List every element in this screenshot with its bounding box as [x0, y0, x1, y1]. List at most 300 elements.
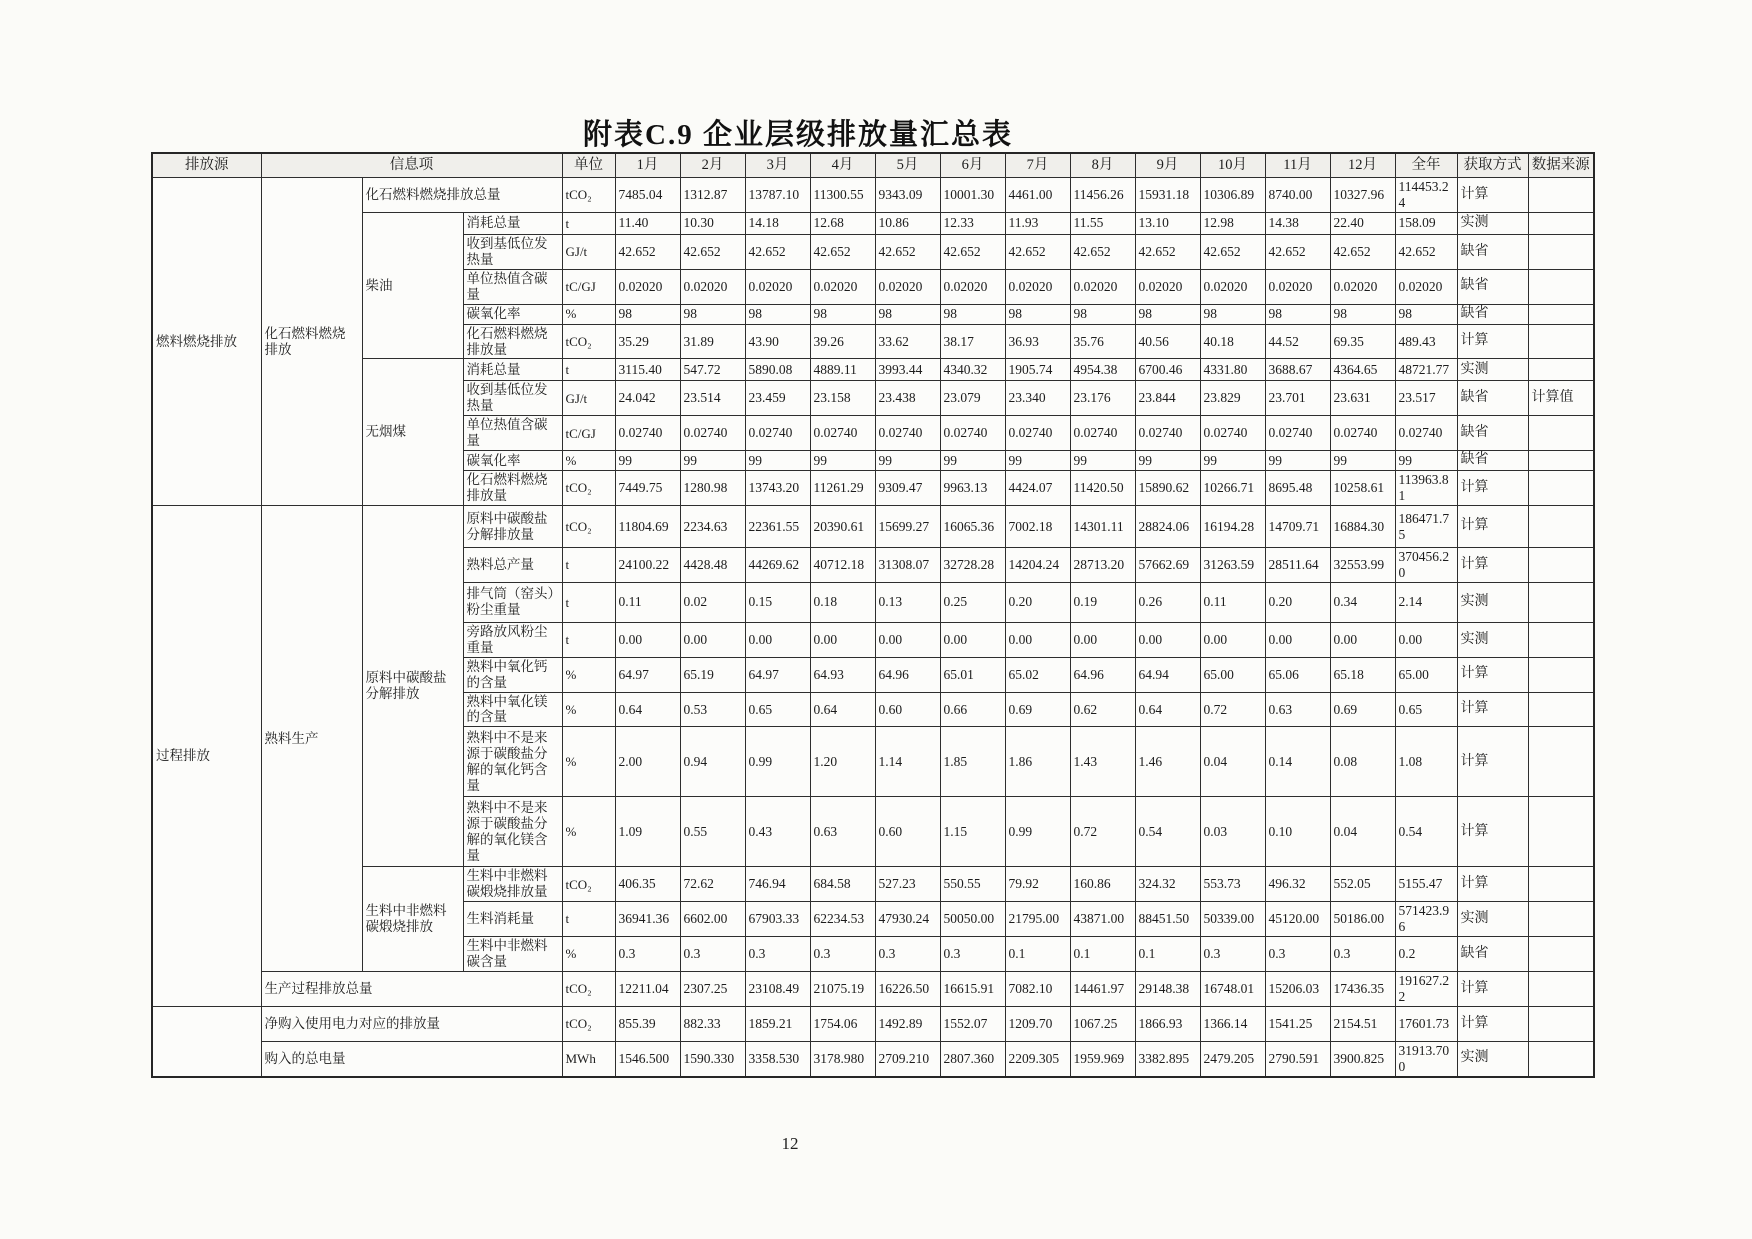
- data-source-cell: [1528, 324, 1594, 359]
- month-value-cell: 0.3: [1265, 937, 1330, 972]
- annual-value-cell: 23.517: [1395, 381, 1457, 416]
- data-source-cell: [1528, 269, 1594, 304]
- month-value-cell: 11420.50: [1070, 471, 1135, 506]
- month-value-cell: 0.08: [1330, 727, 1395, 797]
- month-value-cell: 496.32: [1265, 867, 1330, 902]
- month-value-cell: 1754.06: [810, 1006, 875, 1041]
- table-row: [152, 178, 1594, 213]
- month-value-cell: 64.93: [810, 657, 875, 692]
- table-row: [152, 971, 1594, 1006]
- col-header-month: 3月: [745, 153, 810, 178]
- month-value-cell: 40.56: [1135, 324, 1200, 359]
- month-value-cell: 0.19: [1070, 582, 1135, 622]
- month-value-cell: 10327.96: [1330, 178, 1395, 213]
- method-cell: 缺省: [1457, 381, 1528, 416]
- month-value-cell: 406.35: [615, 867, 680, 902]
- month-value-cell: 0.20: [1005, 582, 1070, 622]
- method-cell: 实测: [1457, 622, 1528, 657]
- month-value-cell: 0.03: [1200, 797, 1265, 867]
- month-value-cell: 0.53: [680, 692, 745, 727]
- data-source-cell: [1528, 937, 1594, 972]
- col-header-month: 4月: [810, 153, 875, 178]
- month-value-cell: 0.02020: [1330, 269, 1395, 304]
- month-value-cell: 31263.59: [1200, 548, 1265, 583]
- month-value-cell: 79.92: [1005, 867, 1070, 902]
- month-value-cell: 15931.18: [1135, 178, 1200, 213]
- month-value-cell: 98: [680, 304, 745, 324]
- unit-cell: %: [562, 797, 615, 867]
- method-cell: 计算: [1457, 657, 1528, 692]
- month-value-cell: 12.98: [1200, 212, 1265, 234]
- month-value-cell: 0.11: [615, 582, 680, 622]
- month-value-cell: 42.652: [940, 234, 1005, 269]
- row-label: 生产过程排放总量: [261, 971, 562, 1006]
- month-value-cell: 855.39: [615, 1006, 680, 1041]
- method-cell: 实测: [1457, 582, 1528, 622]
- group-carbonate-decomposition: 原料中碳酸盐分解排放: [362, 506, 463, 867]
- data-source-cell: [1528, 727, 1594, 797]
- month-value-cell: 50186.00: [1330, 902, 1395, 937]
- month-value-cell: 0.02020: [875, 269, 940, 304]
- annual-value-cell: 0.02740: [1395, 416, 1457, 451]
- month-value-cell: 1590.330: [680, 1041, 745, 1076]
- month-value-cell: 0.02740: [1330, 416, 1395, 451]
- row-label: 单位热值含碳量: [463, 269, 562, 304]
- annual-value-cell: 158.09: [1395, 212, 1457, 234]
- annual-value-cell: 0.65: [1395, 692, 1457, 727]
- month-value-cell: 0.00: [680, 622, 745, 657]
- month-value-cell: 6700.46: [1135, 359, 1200, 381]
- month-value-cell: 24.042: [615, 381, 680, 416]
- annual-value-cell: 186471.75: [1395, 506, 1457, 548]
- month-value-cell: 33.62: [875, 324, 940, 359]
- method-cell: 实测: [1457, 902, 1528, 937]
- month-value-cell: 2234.63: [680, 506, 745, 548]
- month-value-cell: 4340.32: [940, 359, 1005, 381]
- month-value-cell: 0.94: [680, 727, 745, 797]
- month-value-cell: 98: [745, 304, 810, 324]
- month-value-cell: 16226.50: [875, 971, 940, 1006]
- month-value-cell: 14461.97: [1070, 971, 1135, 1006]
- month-value-cell: 23108.49: [745, 971, 810, 1006]
- month-value-cell: 14204.24: [1005, 548, 1070, 583]
- month-value-cell: 0.64: [810, 692, 875, 727]
- month-value-cell: 684.58: [810, 867, 875, 902]
- month-value-cell: 0.1: [1070, 937, 1135, 972]
- month-value-cell: 0.3: [745, 937, 810, 972]
- month-value-cell: 1.86: [1005, 727, 1070, 797]
- month-value-cell: 746.94: [745, 867, 810, 902]
- month-value-cell: 0.99: [1005, 797, 1070, 867]
- annual-value-cell: 0.54: [1395, 797, 1457, 867]
- month-value-cell: 0.66: [940, 692, 1005, 727]
- month-value-cell: 0.3: [875, 937, 940, 972]
- col-header-month: 11月: [1265, 153, 1330, 178]
- month-value-cell: 1905.74: [1005, 359, 1070, 381]
- month-value-cell: 98: [1330, 304, 1395, 324]
- month-value-cell: 4428.48: [680, 548, 745, 583]
- month-value-cell: 23.514: [680, 381, 745, 416]
- month-value-cell: 6602.00: [680, 902, 745, 937]
- month-value-cell: 0.69: [1005, 692, 1070, 727]
- group-anthracite: 无烟煤: [362, 359, 463, 506]
- row-label: 原料中碳酸盐分解排放量: [463, 506, 562, 548]
- month-value-cell: 99: [1005, 451, 1070, 471]
- month-value-cell: 1959.969: [1070, 1041, 1135, 1076]
- month-value-cell: 0.00: [1330, 622, 1395, 657]
- month-value-cell: 35.76: [1070, 324, 1135, 359]
- month-value-cell: 28511.64: [1265, 548, 1330, 583]
- month-value-cell: 0.02740: [810, 416, 875, 451]
- month-value-cell: 44269.62: [745, 548, 810, 583]
- row-label: 化石燃料燃烧排放量: [463, 324, 562, 359]
- month-value-cell: 7449.75: [615, 471, 680, 506]
- month-value-cell: 2307.25: [680, 971, 745, 1006]
- month-value-cell: 69.35: [1330, 324, 1395, 359]
- month-value-cell: 16748.01: [1200, 971, 1265, 1006]
- month-value-cell: 4424.07: [1005, 471, 1070, 506]
- month-value-cell: 0.14: [1265, 727, 1330, 797]
- month-value-cell: 5890.08: [745, 359, 810, 381]
- month-value-cell: 98: [1005, 304, 1070, 324]
- annual-value-cell: 489.43: [1395, 324, 1457, 359]
- data-source-cell: [1528, 451, 1594, 471]
- month-value-cell: 0.3: [940, 937, 1005, 972]
- month-value-cell: 2709.210: [875, 1041, 940, 1076]
- month-value-cell: 2479.205: [1200, 1041, 1265, 1076]
- month-value-cell: 7002.18: [1005, 506, 1070, 548]
- month-value-cell: 1546.500: [615, 1041, 680, 1076]
- data-source-cell: [1528, 867, 1594, 902]
- month-value-cell: 0.34: [1330, 582, 1395, 622]
- month-value-cell: 23.459: [745, 381, 810, 416]
- month-value-cell: 40.18: [1200, 324, 1265, 359]
- month-value-cell: 2790.591: [1265, 1041, 1330, 1076]
- row-label: 净购入使用电力对应的排放量: [261, 1006, 562, 1041]
- month-value-cell: 0.02740: [1265, 416, 1330, 451]
- method-cell: 计算: [1457, 471, 1528, 506]
- col-header-annual: 全年: [1395, 153, 1457, 178]
- month-value-cell: 42.652: [680, 234, 745, 269]
- month-value-cell: 10266.71: [1200, 471, 1265, 506]
- month-value-cell: 15206.03: [1265, 971, 1330, 1006]
- month-value-cell: 50050.00: [940, 902, 1005, 937]
- month-value-cell: 0.00: [615, 622, 680, 657]
- month-value-cell: 0.02740: [1200, 416, 1265, 451]
- month-value-cell: 0.13: [875, 582, 940, 622]
- col-header-month: 1月: [615, 153, 680, 178]
- month-value-cell: 23.340: [1005, 381, 1070, 416]
- col-header-month: 2月: [680, 153, 745, 178]
- month-value-cell: 64.94: [1135, 657, 1200, 692]
- group-diesel: 柴油: [362, 212, 463, 359]
- month-value-cell: 0.02020: [1005, 269, 1070, 304]
- month-value-cell: 0.60: [875, 797, 940, 867]
- month-value-cell: 0.00: [875, 622, 940, 657]
- unit-cell: t: [562, 582, 615, 622]
- unit-cell: GJ/t: [562, 234, 615, 269]
- unit-cell: t: [562, 359, 615, 381]
- month-value-cell: 4364.65: [1330, 359, 1395, 381]
- row-label: 熟料总产量: [463, 548, 562, 583]
- row-label: 排气筒（窑头）粉尘重量: [463, 582, 562, 622]
- month-value-cell: 23.176: [1070, 381, 1135, 416]
- data-source-cell: [1528, 212, 1594, 234]
- month-value-cell: 44.52: [1265, 324, 1330, 359]
- month-value-cell: 0.3: [810, 937, 875, 972]
- month-value-cell: 1552.07: [940, 1006, 1005, 1041]
- month-value-cell: 9309.47: [875, 471, 940, 506]
- month-value-cell: 553.73: [1200, 867, 1265, 902]
- method-cell: 计算: [1457, 548, 1528, 583]
- month-value-cell: 3993.44: [875, 359, 940, 381]
- data-source-cell: [1528, 416, 1594, 451]
- data-source-cell: [1528, 797, 1594, 867]
- annual-value-cell: 17601.73: [1395, 1006, 1457, 1041]
- annual-value-cell: 1.08: [1395, 727, 1457, 797]
- month-value-cell: 0.02740: [615, 416, 680, 451]
- month-value-cell: 13787.10: [745, 178, 810, 213]
- month-value-cell: 99: [1135, 451, 1200, 471]
- month-value-cell: 23.844: [1135, 381, 1200, 416]
- month-value-cell: 552.05: [1330, 867, 1395, 902]
- row-label: 熟料中不是来源于碳酸盐分解的氧化钙含量: [463, 727, 562, 797]
- group-fuel-combustion: 燃料燃烧排放: [152, 178, 261, 506]
- month-value-cell: 0.02020: [1135, 269, 1200, 304]
- month-value-cell: 65.19: [680, 657, 745, 692]
- unit-cell: tCO₂: [562, 971, 615, 1006]
- month-value-cell: 3178.980: [810, 1041, 875, 1076]
- data-source-cell: [1528, 902, 1594, 937]
- month-value-cell: 0.54: [1135, 797, 1200, 867]
- month-value-cell: 42.652: [615, 234, 680, 269]
- annual-value-cell: 571423.96: [1395, 902, 1457, 937]
- annual-value-cell: 5155.47: [1395, 867, 1457, 902]
- month-value-cell: 0.11: [1200, 582, 1265, 622]
- month-value-cell: 0.63: [1265, 692, 1330, 727]
- month-value-cell: 65.00: [1200, 657, 1265, 692]
- month-value-cell: 0.62: [1070, 692, 1135, 727]
- month-value-cell: 0.3: [615, 937, 680, 972]
- month-value-cell: 98: [810, 304, 875, 324]
- month-value-cell: 1280.98: [680, 471, 745, 506]
- month-value-cell: 42.652: [1005, 234, 1070, 269]
- month-value-cell: 0.02740: [1135, 416, 1200, 451]
- month-value-cell: 23.438: [875, 381, 940, 416]
- month-value-cell: 98: [940, 304, 1005, 324]
- month-value-cell: 527.23: [875, 867, 940, 902]
- data-source-cell: [1528, 548, 1594, 583]
- data-source-cell: [1528, 304, 1594, 324]
- month-value-cell: 99: [1265, 451, 1330, 471]
- unit-cell: %: [562, 657, 615, 692]
- data-source-cell: [1528, 622, 1594, 657]
- month-value-cell: 0.00: [1005, 622, 1070, 657]
- month-value-cell: 98: [1135, 304, 1200, 324]
- month-value-cell: 0.60: [875, 692, 940, 727]
- month-value-cell: 21075.19: [810, 971, 875, 1006]
- month-value-cell: 98: [1265, 304, 1330, 324]
- row-label: 碳氧化率: [463, 451, 562, 471]
- month-value-cell: 0.02020: [1265, 269, 1330, 304]
- data-source-cell: [1528, 657, 1594, 692]
- month-value-cell: 1859.21: [745, 1006, 810, 1041]
- table-row: [152, 1006, 1594, 1041]
- method-cell: 实测: [1457, 212, 1528, 234]
- month-value-cell: 99: [875, 451, 940, 471]
- month-value-cell: 65.02: [1005, 657, 1070, 692]
- month-value-cell: 10.30: [680, 212, 745, 234]
- col-header-month: 9月: [1135, 153, 1200, 178]
- month-value-cell: 882.33: [680, 1006, 745, 1041]
- month-value-cell: 29148.38: [1135, 971, 1200, 1006]
- month-value-cell: 10001.30: [940, 178, 1005, 213]
- unit-cell: %: [562, 937, 615, 972]
- month-value-cell: 32553.99: [1330, 548, 1395, 583]
- month-value-cell: 8695.48: [1265, 471, 1330, 506]
- month-value-cell: 0.64: [1135, 692, 1200, 727]
- row-label: 收到基低位发热量: [463, 234, 562, 269]
- month-value-cell: 62234.53: [810, 902, 875, 937]
- month-value-cell: 0.00: [810, 622, 875, 657]
- month-value-cell: 1312.87: [680, 178, 745, 213]
- month-value-cell: 0.00: [940, 622, 1005, 657]
- col-header-month: 5月: [875, 153, 940, 178]
- month-value-cell: 10.86: [875, 212, 940, 234]
- unit-cell: %: [562, 692, 615, 727]
- month-value-cell: 0.55: [680, 797, 745, 867]
- month-value-cell: 2209.305: [1005, 1041, 1070, 1076]
- month-value-cell: 42.652: [810, 234, 875, 269]
- group-fossil-fuel: 化石燃料燃烧排放: [261, 178, 362, 506]
- header-row: [152, 153, 1594, 178]
- month-value-cell: 64.97: [615, 657, 680, 692]
- month-value-cell: 14.38: [1265, 212, 1330, 234]
- month-value-cell: 99: [1330, 451, 1395, 471]
- month-value-cell: 64.97: [745, 657, 810, 692]
- month-value-cell: 21795.00: [1005, 902, 1070, 937]
- month-value-cell: 38.17: [940, 324, 1005, 359]
- month-value-cell: 0.99: [745, 727, 810, 797]
- month-value-cell: 0.00: [1070, 622, 1135, 657]
- month-value-cell: 28713.20: [1070, 548, 1135, 583]
- data-source-cell: 计算值: [1528, 381, 1594, 416]
- annual-value-cell: 0.2: [1395, 937, 1457, 972]
- month-value-cell: 36.93: [1005, 324, 1070, 359]
- method-cell: 缺省: [1457, 304, 1528, 324]
- method-cell: 缺省: [1457, 937, 1528, 972]
- annual-value-cell: 0.02020: [1395, 269, 1457, 304]
- annual-value-cell: 99: [1395, 451, 1457, 471]
- month-value-cell: 16615.91: [940, 971, 1005, 1006]
- annual-value-cell: 48721.77: [1395, 359, 1457, 381]
- month-value-cell: 11.40: [615, 212, 680, 234]
- col-header-data-source: 数据来源: [1528, 153, 1594, 178]
- group-process-emission: 过程排放: [152, 506, 261, 1007]
- unit-cell: tCO₂: [562, 471, 615, 506]
- month-value-cell: 0.72: [1200, 692, 1265, 727]
- data-source-cell: [1528, 234, 1594, 269]
- month-value-cell: 0.25: [940, 582, 1005, 622]
- method-cell: 实测: [1457, 359, 1528, 381]
- month-value-cell: 0.02740: [680, 416, 745, 451]
- col-header-method: 获取方式: [1457, 153, 1528, 178]
- month-value-cell: 0.02020: [1200, 269, 1265, 304]
- month-value-cell: 0.20: [1265, 582, 1330, 622]
- month-value-cell: 0.02740: [745, 416, 810, 451]
- month-value-cell: 0.1: [1005, 937, 1070, 972]
- month-value-cell: 16194.28: [1200, 506, 1265, 548]
- month-value-cell: 2154.51: [1330, 1006, 1395, 1041]
- method-cell: 计算: [1457, 1006, 1528, 1041]
- month-value-cell: 36941.36: [615, 902, 680, 937]
- col-header-info: 信息项: [261, 153, 562, 178]
- month-value-cell: 42.652: [1200, 234, 1265, 269]
- month-value-cell: 43871.00: [1070, 902, 1135, 937]
- month-value-cell: 11.55: [1070, 212, 1135, 234]
- row-label: 消耗总量: [463, 212, 562, 234]
- month-value-cell: 1.14: [875, 727, 940, 797]
- method-cell: 缺省: [1457, 269, 1528, 304]
- month-value-cell: 11804.69: [615, 506, 680, 548]
- month-value-cell: 17436.35: [1330, 971, 1395, 1006]
- month-value-cell: 32728.28: [940, 548, 1005, 583]
- month-value-cell: 0.69: [1330, 692, 1395, 727]
- month-value-cell: 42.652: [1070, 234, 1135, 269]
- month-value-cell: 1492.89: [875, 1006, 940, 1041]
- month-value-cell: 10306.89: [1200, 178, 1265, 213]
- month-value-cell: 31.89: [680, 324, 745, 359]
- month-value-cell: 22.40: [1330, 212, 1395, 234]
- row-label: 旁路放风粉尘重量: [463, 622, 562, 657]
- month-value-cell: 23.829: [1200, 381, 1265, 416]
- month-value-cell: 1541.25: [1265, 1006, 1330, 1041]
- emissions-summary-table: [151, 152, 1595, 1078]
- annual-value-cell: 113963.81: [1395, 471, 1457, 506]
- month-value-cell: 23.158: [810, 381, 875, 416]
- month-value-cell: 35.29: [615, 324, 680, 359]
- month-value-cell: 3115.40: [615, 359, 680, 381]
- month-value-cell: 65.01: [940, 657, 1005, 692]
- month-value-cell: 0.63: [810, 797, 875, 867]
- month-value-cell: 22361.55: [745, 506, 810, 548]
- month-value-cell: 72.62: [680, 867, 745, 902]
- month-value-cell: 12211.04: [615, 971, 680, 1006]
- month-value-cell: 4461.00: [1005, 178, 1070, 213]
- row-label: 生料消耗量: [463, 902, 562, 937]
- month-value-cell: 0.18: [810, 582, 875, 622]
- month-value-cell: 88451.50: [1135, 902, 1200, 937]
- data-source-cell: [1528, 471, 1594, 506]
- month-value-cell: 98: [875, 304, 940, 324]
- month-value-cell: 4331.80: [1200, 359, 1265, 381]
- month-value-cell: 42.652: [1265, 234, 1330, 269]
- month-value-cell: 16884.30: [1330, 506, 1395, 548]
- month-value-cell: 99: [1070, 451, 1135, 471]
- month-value-cell: 0.3: [1200, 937, 1265, 972]
- method-cell: 缺省: [1457, 451, 1528, 471]
- month-value-cell: 550.55: [940, 867, 1005, 902]
- month-value-cell: 99: [745, 451, 810, 471]
- data-source-cell: [1528, 178, 1594, 213]
- month-value-cell: 160.86: [1070, 867, 1135, 902]
- month-value-cell: 1866.93: [1135, 1006, 1200, 1041]
- month-value-cell: 11300.55: [810, 178, 875, 213]
- table-row: [152, 359, 1594, 381]
- month-value-cell: 13743.20: [745, 471, 810, 506]
- month-value-cell: 42.652: [745, 234, 810, 269]
- month-value-cell: 0.02740: [875, 416, 940, 451]
